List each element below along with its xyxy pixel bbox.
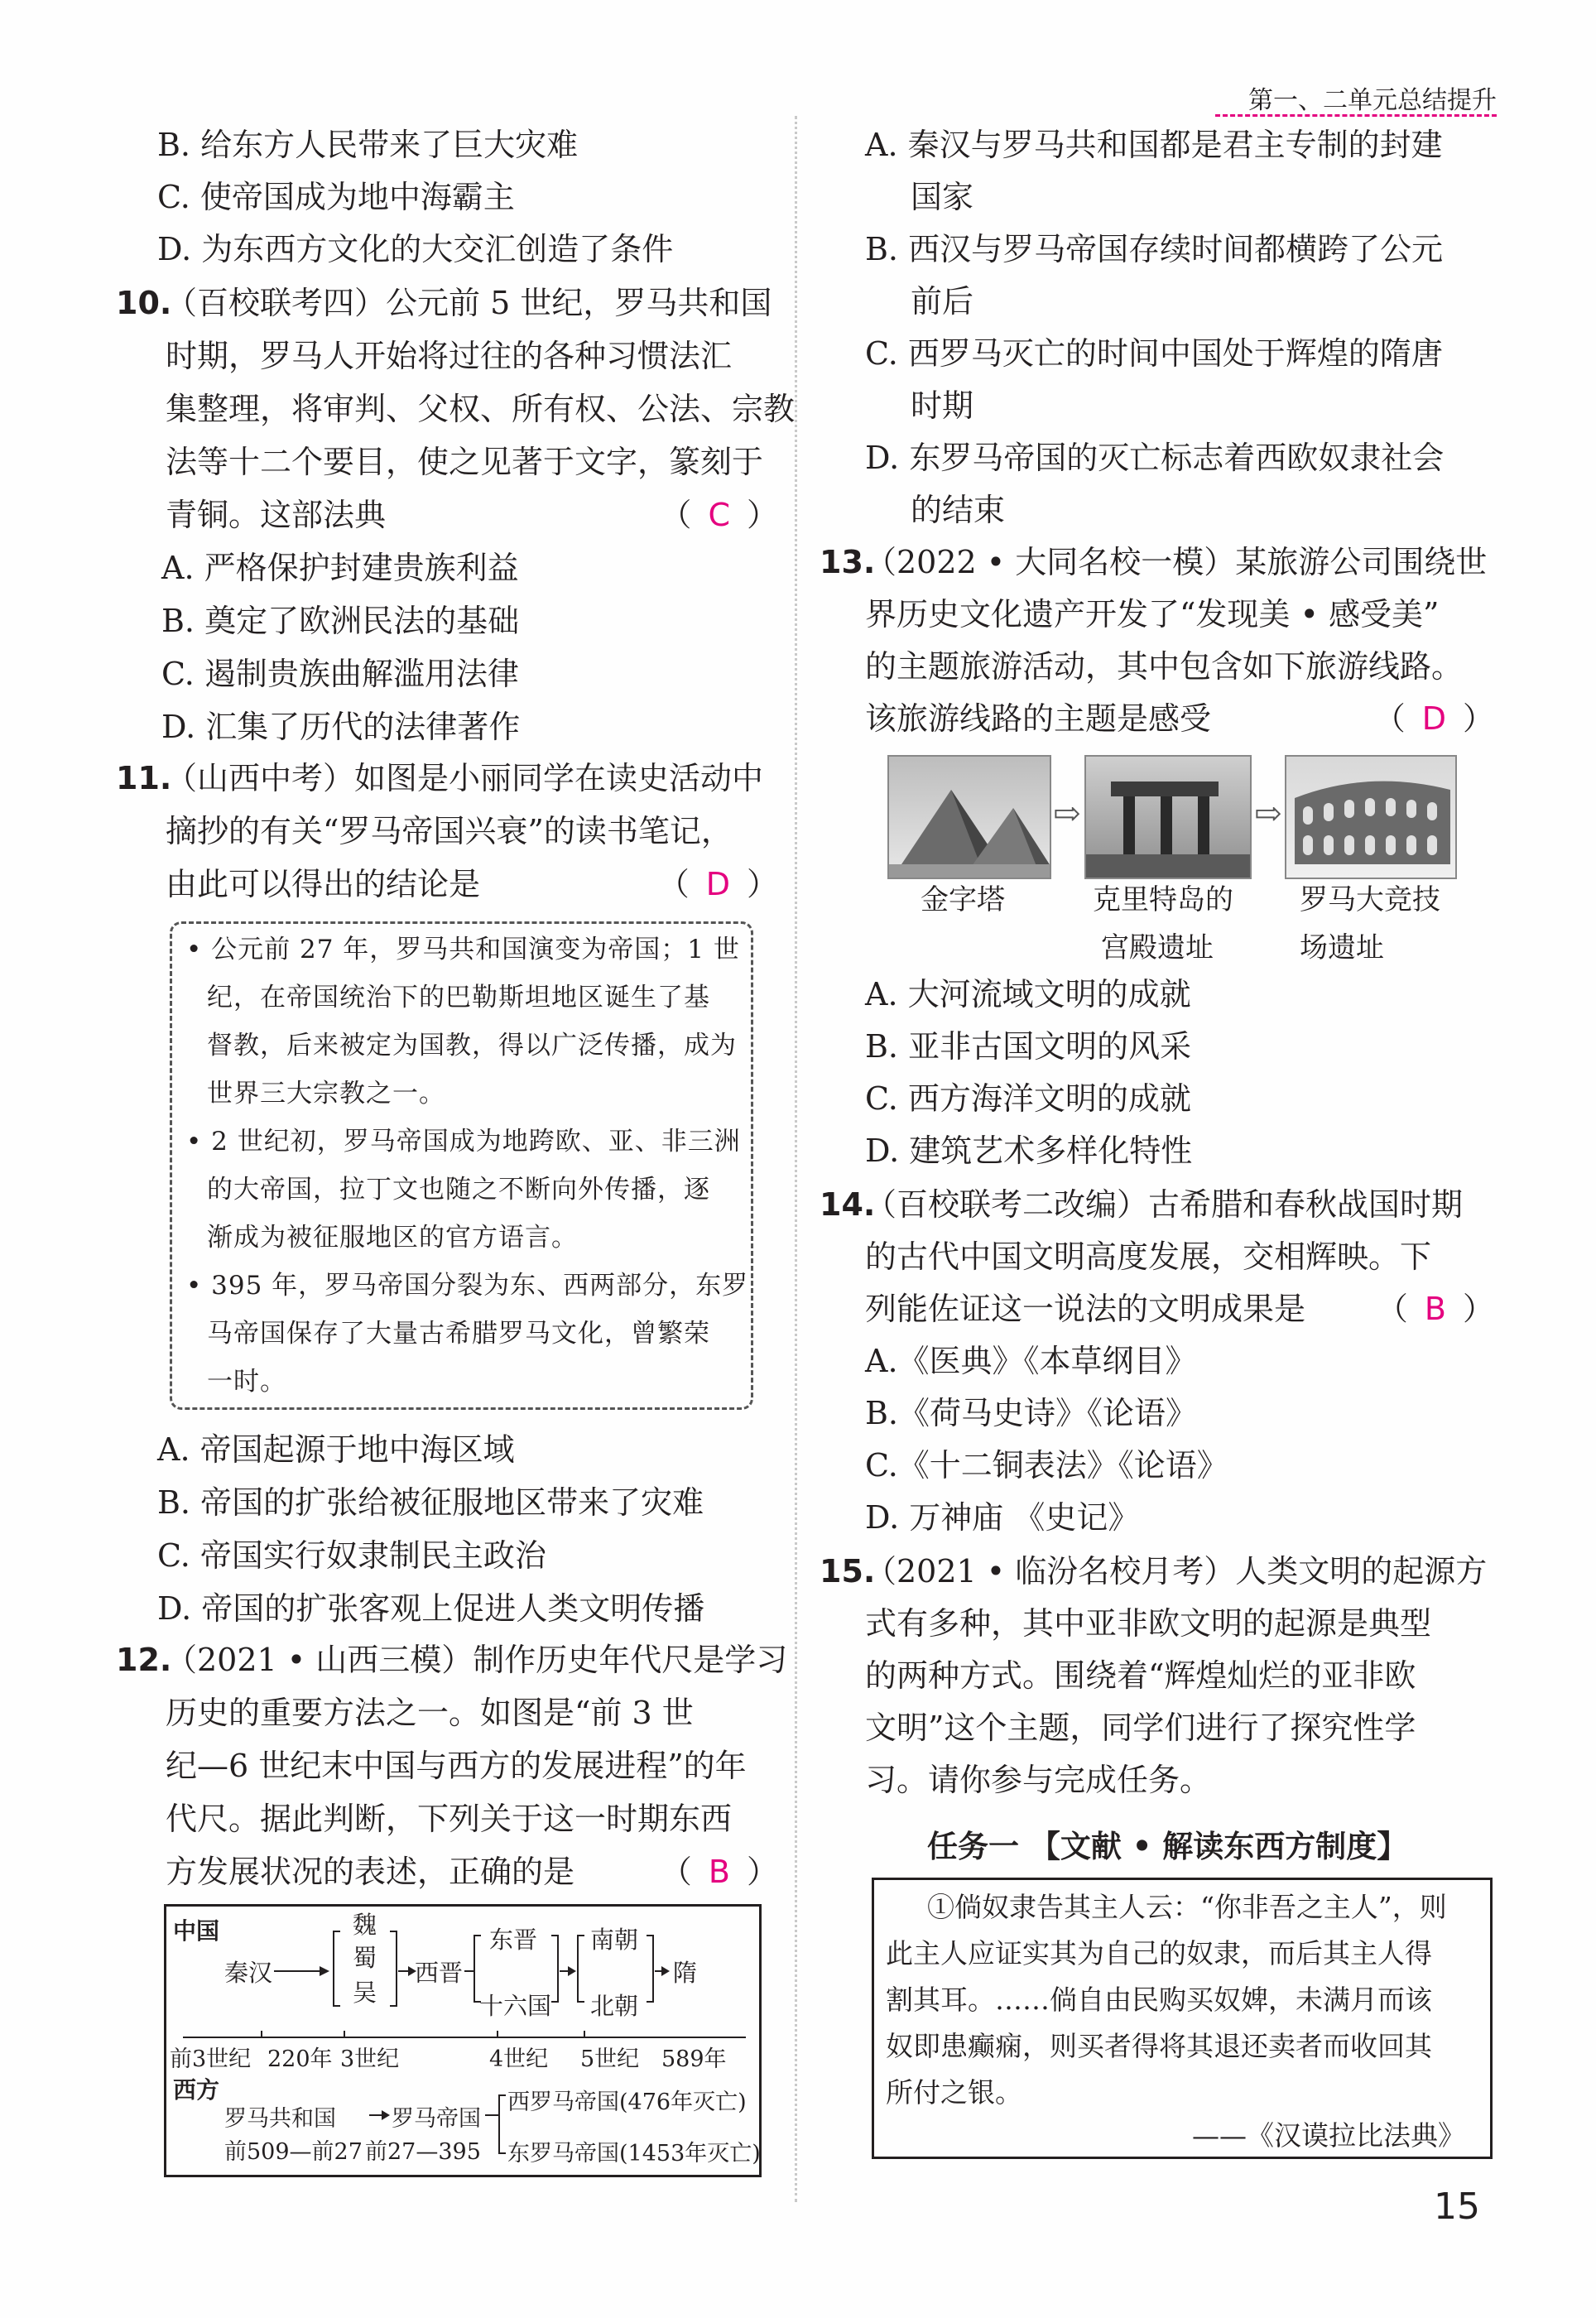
excerpt-line: 此主人应证实其为自己的奴隶，而后其主人得 [886, 1937, 1432, 1969]
q13-option-c: C. 西方海洋文明的成就 [865, 1080, 1191, 1117]
colosseum-icon [1286, 757, 1457, 879]
timeline-figure: 中国 秦汉 魏 蜀 吴 西晋 东晋 十六国 南朝 北朝 隋 前3世纪 220年 3世纪 4世纪 5世纪 589年 西方 罗马共和国 罗马帝国 前509—前27 前27—395 西罗马帝国(476年灭亡) 东罗马帝国(1453年灭亡) [164, 1904, 762, 2177]
note-line: 的大帝国，拉丁文也随之不断向外传播，逐 [207, 1175, 710, 1205]
note-line: • 公元前 27 年，罗马共和国演变为帝国；1 世 [186, 935, 740, 964]
q14-answer: B [1424, 1291, 1446, 1327]
excerpt-line: 所付之银。 [886, 2076, 1022, 2109]
q10-option-b: B. 奠定了欧洲民法的基础 [161, 603, 520, 639]
q14-answer-bracket: （ B ） [1376, 1291, 1494, 1327]
q11-answer: D [705, 866, 730, 902]
q12-option-d: D. 东罗马帝国的灭亡标志着西欧奴隶社会 [865, 440, 1445, 476]
note-line: • 2 世纪初，罗马帝国成为地跨欧、亚、非三洲 [186, 1127, 741, 1157]
excerpt-line: 奴即患癫痫，则买者得将其退还卖者而收回其 [886, 2030, 1432, 2062]
note-line: 纪，在帝国统治下的巴勒斯坦地区诞生了基 [207, 983, 710, 1012]
q12-stem: 12. （2021 • 山西三模）制作历史年代尺是学习 [116, 1642, 788, 1678]
ruins-icon [1086, 757, 1252, 879]
q13-option-d: D. 建筑艺术多样化特性 [865, 1133, 1193, 1169]
timeline-china-label: 中国 [173, 1917, 220, 1945]
q9-option-c: C. 使帝国成为地中海霸主 [157, 179, 515, 215]
note-line: 世界三大宗教之一。 [207, 1079, 445, 1109]
q12-option-a: A. 秦汉与罗马共和国都是君主专制的封建 [865, 127, 1443, 163]
q11-option-d: D. 帝国的扩张客观上促进人类文明传播 [157, 1590, 705, 1627]
q10-option-a: A. 严格保护封建贵族利益 [161, 550, 519, 586]
q10-option-d: D. 汇集了历代的法律著作 [161, 709, 521, 745]
knossos-palace-image [1084, 755, 1252, 879]
note-line: 渐成为被征服地区的官方语言。 [207, 1223, 578, 1253]
q15-number: 15. [820, 1553, 876, 1589]
q13-option-a: A. 大河流域文明的成就 [865, 976, 1191, 1012]
excerpt-line: ①倘奴隶告其主人云：“你非吾之主人”，则 [927, 1891, 1447, 1923]
q12-option-b: B. 西汉与罗马帝国存续时间都横跨了公元 [865, 231, 1444, 267]
note-line: 马帝国保存了大量古希腊罗马文化，曾繁荣 [207, 1319, 710, 1349]
q14-option-d: D. 万神庙 《史记》 [865, 1499, 1140, 1536]
note-line: 一时。 [207, 1367, 286, 1397]
knossos-caption-2: 宫殿遗址 [1101, 931, 1214, 964]
knossos-caption: 克里特岛的 [1093, 883, 1233, 916]
q11-number: 11. [116, 760, 172, 796]
q12-answer-bracket: （ B ） [660, 1854, 778, 1890]
task-one-title: 任务一 【文献 • 解读东西方制度】 [927, 1829, 1408, 1864]
q14-option-a: A.《医典》《本草纲目》 [865, 1343, 1197, 1379]
q13-stem: 13. （2022 • 大同名校一模）某旅游公司围绕世 [820, 544, 1488, 580]
arrow-right-icon: ⇨ [1254, 795, 1282, 833]
q14-option-b: B.《荷马史诗》《论语》 [865, 1395, 1198, 1431]
q11-stem: 11. （山西中考）如图是小丽同学在读史活动中 [116, 760, 764, 796]
q13-number: 13. [820, 544, 876, 580]
q12-answer: B [708, 1854, 730, 1890]
q10-stem: 10. （百校联考四）公元前 5 世纪，罗马共和国 [116, 285, 772, 321]
q10-answer: C [708, 497, 730, 533]
note-line: 督教，后来被定为国教，得以广泛传播，成为 [207, 1031, 737, 1060]
q13-answer-bracket: （ D ） [1373, 700, 1494, 737]
q14-option-c: C.《十二铜表法》《论语》 [865, 1447, 1228, 1484]
q13-option-b: B. 亚非古国文明的风采 [865, 1028, 1192, 1065]
column-divider [795, 116, 797, 2202]
timeline-west-label: 西方 [173, 2076, 220, 2104]
excerpt-source: ——《汉谟拉比法典》 [1192, 2119, 1465, 2152]
q9-option-b: B. 给东方人民带来了巨大灾难 [157, 127, 579, 163]
arrow-right-icon: ⇨ [1053, 795, 1081, 833]
pyramids-image [887, 755, 1051, 879]
q11-option-b: B. 帝国的扩张给被征服地区带来了灾难 [157, 1484, 704, 1521]
running-header: 第一、二单元总结提升 [1248, 86, 1497, 115]
q9-option-d: D. 为东西方文化的大交汇创造了条件 [157, 231, 674, 267]
q15-stem: 15. （2021 • 临汾名校月考）人类文明的起源方 [820, 1553, 1488, 1589]
note-line: • 395 年，罗马帝国分裂为东、西两部分，东罗 [186, 1271, 749, 1301]
q12-number: 12. [116, 1642, 172, 1678]
header-underline [1215, 114, 1497, 117]
q14-stem: 14. （百校联考二改编）古希腊和春秋战国时期 [820, 1186, 1464, 1223]
q11-option-a: A. 帝国起源于地中海区域 [157, 1431, 515, 1468]
q14-number: 14. [820, 1186, 876, 1223]
q10-option-c: C. 遏制贵族曲解滥用法律 [161, 656, 519, 692]
q12-option-c: C. 西罗马灭亡的时间中国处于辉煌的隋唐 [865, 335, 1443, 372]
q10-number: 10. [116, 285, 172, 321]
page-number: 15 [1434, 2186, 1480, 2228]
q10-answer-bracket: （ C ） [660, 497, 778, 533]
pyramid-icon [889, 757, 1051, 879]
pyramids-caption: 金字塔 [921, 883, 1005, 916]
colosseum-image [1285, 755, 1457, 879]
q13-answer: D [1421, 700, 1446, 737]
colosseum-caption: 罗马大竞技 [1300, 883, 1440, 916]
colosseum-caption-2: 场遗址 [1300, 931, 1384, 964]
q11-option-c: C. 帝国实行奴隶制民主政治 [157, 1537, 546, 1574]
q11-answer-bracket: （ D ） [657, 866, 778, 902]
excerpt-line: 割其耳。……倘自由民购买奴婢，未满月而该 [886, 1984, 1432, 2016]
